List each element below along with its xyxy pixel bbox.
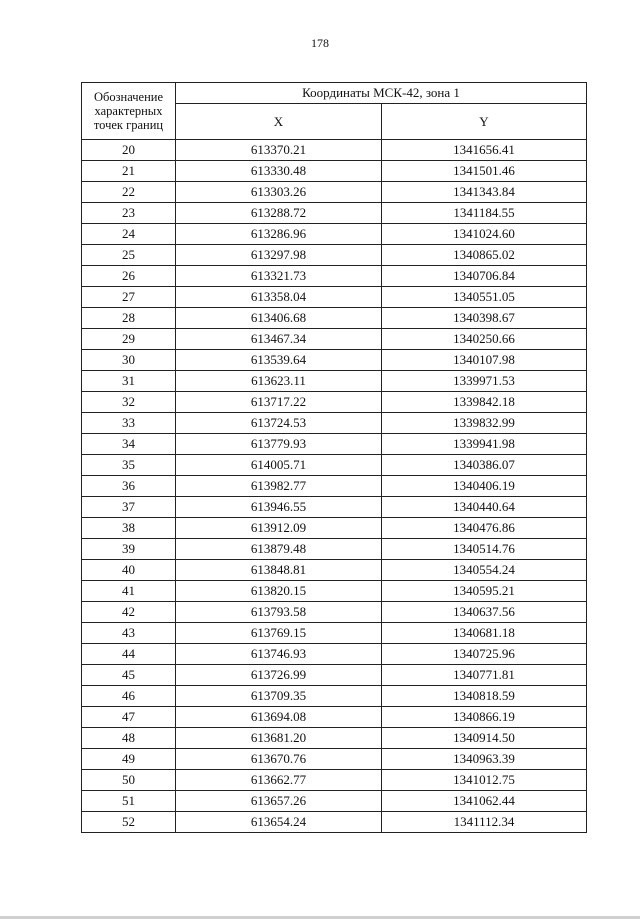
table-row	[82, 770, 587, 791]
y-coordinate-cell: 1340771.81	[382, 665, 587, 686]
x-coordinate-cell: 613297.98	[176, 245, 382, 266]
point-number-cell: 36	[82, 476, 176, 497]
x-coordinate-cell: 613662.77	[176, 770, 382, 791]
table-row	[82, 392, 587, 413]
point-number-cell: 31	[82, 371, 176, 392]
point-number-cell: 51	[82, 791, 176, 812]
point-number-cell: 26	[82, 266, 176, 287]
y-coordinate-cell: 1340551.05	[382, 287, 587, 308]
y-coordinate-cell: 1341501.46	[382, 161, 587, 182]
x-coordinate-cell: 613793.58	[176, 602, 382, 623]
table-row	[82, 686, 587, 707]
x-coordinate-cell: 613746.93	[176, 644, 382, 665]
table-row	[82, 287, 587, 308]
point-number-cell: 27	[82, 287, 176, 308]
y-coordinate-cell: 1340725.96	[382, 644, 587, 665]
y-coordinate-cell: 1340398.67	[382, 308, 587, 329]
y-coordinate-cell: 1340963.39	[382, 749, 587, 770]
point-number-cell: 39	[82, 539, 176, 560]
x-coordinate-cell: 613694.08	[176, 707, 382, 728]
y-coordinate-cell: 1340637.56	[382, 602, 587, 623]
point-number-cell: 40	[82, 560, 176, 581]
table-row	[82, 434, 587, 455]
table-row	[82, 371, 587, 392]
x-coordinate-cell: 613539.64	[176, 350, 382, 371]
y-coordinate-cell: 1341062.44	[382, 791, 587, 812]
y-coordinate-cell: 1341656.41	[382, 140, 587, 161]
point-number-cell: 21	[82, 161, 176, 182]
y-coordinate-cell: 1340866.19	[382, 707, 587, 728]
y-coordinate-cell: 1340514.76	[382, 539, 587, 560]
x-coordinate-cell: 613654.24	[176, 812, 382, 833]
table-row	[82, 497, 587, 518]
x-coordinate-cell: 613370.21	[176, 140, 382, 161]
table-row	[82, 560, 587, 581]
point-number-cell: 50	[82, 770, 176, 791]
y-coordinate-cell: 1340406.19	[382, 476, 587, 497]
coordinates-table-body	[82, 140, 587, 833]
x-coordinate-cell: 613724.53	[176, 413, 382, 434]
y-coordinate-cell: 1339842.18	[382, 392, 587, 413]
y-coordinate-cell: 1339941.98	[382, 434, 587, 455]
x-coordinate-cell: 613330.48	[176, 161, 382, 182]
y-coordinate-cell: 1339832.99	[382, 413, 587, 434]
x-coordinate-cell: 613779.93	[176, 434, 382, 455]
table-row	[82, 266, 587, 287]
table-row	[82, 182, 587, 203]
y-coordinate-cell: 1340865.02	[382, 245, 587, 266]
table-row	[82, 476, 587, 497]
y-column-header: Y	[382, 104, 587, 140]
point-number-cell: 34	[82, 434, 176, 455]
table-row	[82, 455, 587, 476]
table-row	[82, 329, 587, 350]
point-number-cell: 33	[82, 413, 176, 434]
table-row	[82, 749, 587, 770]
x-column-header: X	[176, 104, 382, 140]
table-row	[82, 707, 587, 728]
y-coordinate-cell: 1341184.55	[382, 203, 587, 224]
x-coordinate-cell: 613406.68	[176, 308, 382, 329]
x-coordinate-cell: 613982.77	[176, 476, 382, 497]
designation-header: Обозначение характерных точек границ	[82, 83, 176, 140]
x-coordinate-cell: 613657.26	[176, 791, 382, 812]
y-coordinate-cell: 1340681.18	[382, 623, 587, 644]
x-coordinate-cell: 613358.04	[176, 287, 382, 308]
point-number-cell: 35	[82, 455, 176, 476]
point-number-cell: 42	[82, 602, 176, 623]
y-coordinate-cell: 1340386.07	[382, 455, 587, 476]
table-row	[82, 812, 587, 833]
y-coordinate-cell: 1340440.64	[382, 497, 587, 518]
y-coordinate-cell: 1341343.84	[382, 182, 587, 203]
table-row	[82, 224, 587, 245]
table-row	[82, 140, 587, 161]
y-coordinate-cell: 1341024.60	[382, 224, 587, 245]
x-coordinate-cell: 613717.22	[176, 392, 382, 413]
x-coordinate-cell: 613726.99	[176, 665, 382, 686]
x-coordinate-cell: 613467.34	[176, 329, 382, 350]
table-row	[82, 581, 587, 602]
x-coordinate-cell: 613769.15	[176, 623, 382, 644]
x-coordinate-cell: 614005.71	[176, 455, 382, 476]
point-number-cell: 30	[82, 350, 176, 371]
point-number-cell: 29	[82, 329, 176, 350]
y-coordinate-cell: 1339971.53	[382, 371, 587, 392]
point-number-cell: 52	[82, 812, 176, 833]
table-row	[82, 518, 587, 539]
table-row	[82, 350, 587, 371]
x-coordinate-cell: 613879.48	[176, 539, 382, 560]
table-row	[82, 539, 587, 560]
y-coordinate-cell: 1340595.21	[382, 581, 587, 602]
y-coordinate-cell: 1340250.66	[382, 329, 587, 350]
page-number: 178	[311, 36, 329, 50]
x-coordinate-cell: 613288.72	[176, 203, 382, 224]
table-row	[82, 413, 587, 434]
y-coordinate-cell: 1340476.86	[382, 518, 587, 539]
y-coordinate-cell: 1340554.24	[382, 560, 587, 581]
point-number-cell: 28	[82, 308, 176, 329]
table-row	[82, 203, 587, 224]
table-row	[82, 308, 587, 329]
y-coordinate-cell: 1340818.59	[382, 686, 587, 707]
point-number-cell: 37	[82, 497, 176, 518]
point-number-cell: 32	[82, 392, 176, 413]
x-coordinate-cell: 613670.76	[176, 749, 382, 770]
point-number-cell: 20	[82, 140, 176, 161]
point-number-cell: 41	[82, 581, 176, 602]
point-number-cell: 25	[82, 245, 176, 266]
point-number-cell: 43	[82, 623, 176, 644]
point-number-cell: 49	[82, 749, 176, 770]
y-coordinate-cell: 1340914.50	[382, 728, 587, 749]
table-row	[82, 602, 587, 623]
coordinates-system-header: Координаты МСК-42, зона 1	[176, 83, 587, 104]
point-number-cell: 23	[82, 203, 176, 224]
table-row	[82, 728, 587, 749]
x-coordinate-cell: 613912.09	[176, 518, 382, 539]
x-coordinate-cell: 613946.55	[176, 497, 382, 518]
y-coordinate-cell: 1340107.98	[382, 350, 587, 371]
x-coordinate-cell: 613286.96	[176, 224, 382, 245]
y-coordinate-cell: 1341012.75	[382, 770, 587, 791]
point-number-cell: 48	[82, 728, 176, 749]
point-number-cell: 22	[82, 182, 176, 203]
table-row	[82, 644, 587, 665]
table-row	[82, 623, 587, 644]
point-number-cell: 47	[82, 707, 176, 728]
point-number-cell: 24	[82, 224, 176, 245]
x-coordinate-cell: 613820.15	[176, 581, 382, 602]
point-number-cell: 45	[82, 665, 176, 686]
x-coordinate-cell: 613848.81	[176, 560, 382, 581]
table-row	[82, 665, 587, 686]
y-coordinate-cell: 1341112.34	[382, 812, 587, 833]
x-coordinate-cell: 613681.20	[176, 728, 382, 749]
point-number-cell: 38	[82, 518, 176, 539]
x-coordinate-cell: 613623.11	[176, 371, 382, 392]
x-coordinate-cell: 613709.35	[176, 686, 382, 707]
table-row	[82, 245, 587, 266]
y-coordinate-cell: 1340706.84	[382, 266, 587, 287]
point-number-cell: 46	[82, 686, 176, 707]
x-coordinate-cell: 613303.26	[176, 182, 382, 203]
coordinates-table	[81, 82, 587, 833]
table-row	[82, 791, 587, 812]
point-number-cell: 44	[82, 644, 176, 665]
x-coordinate-cell: 613321.73	[176, 266, 382, 287]
table-row	[82, 161, 587, 182]
